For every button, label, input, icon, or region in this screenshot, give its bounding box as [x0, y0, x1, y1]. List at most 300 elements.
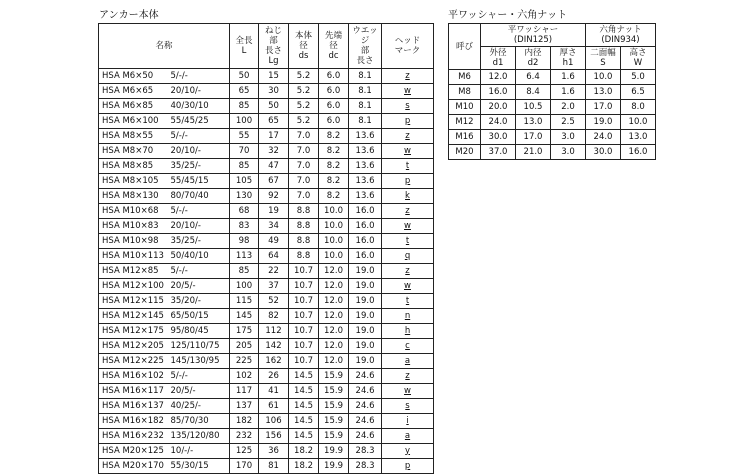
cell-length: 100	[230, 114, 259, 129]
cell-body-diameter: 14.5	[289, 369, 319, 384]
table-row	[99, 174, 434, 189]
table-row	[99, 384, 434, 399]
head-mark-letter: p	[404, 115, 411, 126]
cell-body-diameter: 10.7	[289, 309, 319, 324]
cell-head-mark	[382, 69, 434, 84]
cell-head-mark	[382, 219, 434, 234]
cell-length: 115	[230, 294, 259, 309]
cell-outer-diameter: 24.0	[481, 115, 516, 130]
table-row	[449, 100, 656, 115]
cell-length: 175	[230, 324, 259, 339]
cell-length: 50	[230, 69, 259, 84]
cell-size: M16	[449, 130, 481, 145]
cell-body-diameter: 7.0	[289, 159, 319, 174]
cell-thread-length: 65	[259, 114, 289, 129]
cell-name: HSA M20×125	[99, 444, 169, 459]
table-row	[99, 324, 434, 339]
col-header-outer-diameter: 外径 d1	[481, 47, 516, 70]
cell-size: M20	[449, 145, 481, 160]
washer-nut-table	[448, 23, 656, 160]
cell-thickness: 3.0	[551, 145, 586, 160]
cell-thread-length: 156	[259, 429, 289, 444]
cell-thread-length: 26	[259, 369, 289, 384]
head-mark-letter: t	[405, 235, 410, 246]
cell-body-diameter: 10.7	[289, 339, 319, 354]
col-header-thread-length: ねじ部 長さ Lg	[259, 24, 289, 69]
cell-width-across-flats: 17.0	[586, 100, 621, 115]
anchor-table-body	[99, 69, 434, 474]
cell-thread-length: 67	[259, 174, 289, 189]
cell-wedge-length: 8.1	[349, 99, 382, 114]
cell-tip-diameter: 6.0	[319, 99, 349, 114]
cell-length: 65	[230, 84, 259, 99]
cell-name: HSA M8×55	[99, 129, 169, 144]
cell-wedge-length: 8.1	[349, 84, 382, 99]
anchor-spec-table	[98, 23, 434, 474]
cell-head-mark	[382, 159, 434, 174]
col-header-length: 全長 L	[230, 24, 259, 69]
cell-stock: 35/25/-	[169, 159, 230, 174]
cell-name: HSA M12×145	[99, 309, 169, 324]
cell-wedge-length: 24.6	[349, 369, 382, 384]
cell-nut-height: 5.0	[621, 70, 656, 85]
head-mark-letter: s	[405, 400, 410, 411]
cell-inner-diameter: 17.0	[516, 130, 551, 145]
head-mark-letter: t	[405, 295, 410, 306]
cell-length: 170	[230, 459, 259, 474]
cell-nut-height: 8.0	[621, 100, 656, 115]
cell-length: 68	[230, 204, 259, 219]
cell-head-mark	[382, 399, 434, 414]
cell-name: HSA M12×85	[99, 264, 169, 279]
cell-body-diameter: 14.5	[289, 384, 319, 399]
head-mark-letter: y	[405, 445, 411, 456]
cell-inner-diameter: 10.5	[516, 100, 551, 115]
table-row	[99, 414, 434, 429]
cell-length: 83	[230, 219, 259, 234]
cell-head-mark	[382, 294, 434, 309]
col-header-name: 名称	[99, 24, 230, 69]
cell-tip-diameter: 6.0	[319, 114, 349, 129]
head-mark-letter: p	[404, 460, 411, 471]
cell-wedge-length: 16.0	[349, 234, 382, 249]
cell-thread-length: 49	[259, 234, 289, 249]
cell-head-mark	[382, 234, 434, 249]
cell-wedge-length: 28.3	[349, 459, 382, 474]
table-row	[99, 204, 434, 219]
cell-stock: 35/25/-	[169, 234, 230, 249]
cell-tip-diameter: 12.0	[319, 294, 349, 309]
table-row	[99, 129, 434, 144]
table-row	[99, 294, 434, 309]
cell-head-mark	[382, 114, 434, 129]
cell-stock: 95/80/45	[169, 324, 230, 339]
cell-body-diameter: 7.0	[289, 129, 319, 144]
cell-body-diameter: 5.2	[289, 99, 319, 114]
cell-head-mark	[382, 84, 434, 99]
cell-outer-diameter: 20.0	[481, 100, 516, 115]
cell-length: 125	[230, 444, 259, 459]
table-row	[99, 144, 434, 159]
head-mark-letter: k	[405, 190, 410, 201]
cell-length: 85	[230, 264, 259, 279]
cell-name: HSA M6×65	[99, 84, 169, 99]
cell-thread-length: 47	[259, 159, 289, 174]
cell-nut-height: 6.5	[621, 85, 656, 100]
cell-head-mark	[382, 429, 434, 444]
cell-tip-diameter: 8.2	[319, 159, 349, 174]
head-mark-letter: a	[404, 355, 411, 366]
cell-thread-length: 81	[259, 459, 289, 474]
cell-stock: 5/-/-	[169, 129, 230, 144]
cell-tip-diameter: 15.9	[319, 384, 349, 399]
cell-name: HSA M10×68	[99, 204, 169, 219]
head-mark-letter: s	[405, 100, 410, 111]
cell-name: HSA M16×137	[99, 399, 169, 414]
cell-inner-diameter: 6.4	[516, 70, 551, 85]
cell-head-mark	[382, 249, 434, 264]
cell-wedge-length: 19.0	[349, 294, 382, 309]
cell-thread-length: 92	[259, 189, 289, 204]
cell-tip-diameter: 12.0	[319, 279, 349, 294]
cell-tip-diameter: 15.9	[319, 369, 349, 384]
cell-wedge-length: 13.6	[349, 189, 382, 204]
table-row	[99, 369, 434, 384]
cell-width-across-flats: 24.0	[586, 130, 621, 145]
cell-thread-length: 61	[259, 399, 289, 414]
cell-length: 98	[230, 234, 259, 249]
cell-length: 100	[230, 279, 259, 294]
cell-length: 145	[230, 309, 259, 324]
cell-tip-diameter: 10.0	[319, 249, 349, 264]
cell-body-diameter: 7.0	[289, 174, 319, 189]
cell-length: 70	[230, 144, 259, 159]
cell-width-across-flats: 30.0	[586, 145, 621, 160]
cell-stock: 40/30/10	[169, 99, 230, 114]
cell-outer-diameter: 12.0	[481, 70, 516, 85]
cell-wedge-length: 19.0	[349, 324, 382, 339]
table-row	[449, 70, 656, 85]
cell-body-diameter: 8.8	[289, 234, 319, 249]
cell-stock: 40/25/-	[169, 399, 230, 414]
cell-wedge-length: 19.0	[349, 309, 382, 324]
cell-body-diameter: 8.8	[289, 204, 319, 219]
head-mark-letter: q	[404, 250, 411, 261]
cell-nut-height: 13.0	[621, 130, 656, 145]
cell-wedge-length: 13.6	[349, 159, 382, 174]
cell-wedge-length: 8.1	[349, 114, 382, 129]
cell-stock: 65/50/15	[169, 309, 230, 324]
cell-head-mark	[382, 384, 434, 399]
cell-stock: 5/-/-	[169, 204, 230, 219]
col-header-head-mark: ヘッド マーク	[382, 24, 434, 69]
cell-length: 102	[230, 369, 259, 384]
col-header-inner-diameter: 内径 d2	[516, 47, 551, 70]
cell-name: HSA M16×182	[99, 414, 169, 429]
cell-thickness: 3.0	[551, 130, 586, 145]
cell-body-diameter: 5.2	[289, 114, 319, 129]
table-row	[449, 115, 656, 130]
cell-length: 105	[230, 174, 259, 189]
cell-tip-diameter: 15.9	[319, 429, 349, 444]
head-mark-letter: w	[404, 280, 411, 291]
cell-name: HSA M10×83	[99, 219, 169, 234]
cell-body-diameter: 18.2	[289, 444, 319, 459]
head-mark-letter: z	[405, 265, 410, 276]
cell-wedge-length: 24.6	[349, 384, 382, 399]
cell-stock: 5/-/-	[169, 369, 230, 384]
cell-body-diameter: 8.8	[289, 249, 319, 264]
head-mark-letter: i	[406, 415, 409, 426]
table-row	[99, 249, 434, 264]
table-row	[99, 354, 434, 369]
cell-wedge-length: 24.6	[349, 429, 382, 444]
cell-thickness: 2.0	[551, 100, 586, 115]
cell-wedge-length: 13.6	[349, 129, 382, 144]
head-mark-letter: z	[405, 70, 410, 81]
cell-head-mark	[382, 339, 434, 354]
head-mark-letter: w	[404, 220, 411, 231]
cell-stock: 20/10/-	[169, 219, 230, 234]
cell-stock: 20/5/-	[169, 279, 230, 294]
table-row	[99, 444, 434, 459]
head-mark-letter: w	[404, 85, 411, 96]
cell-tip-diameter: 10.0	[319, 219, 349, 234]
cell-length: 205	[230, 339, 259, 354]
cell-size: M8	[449, 85, 481, 100]
cell-body-diameter: 7.0	[289, 144, 319, 159]
cell-tip-diameter: 12.0	[319, 309, 349, 324]
cell-wedge-length: 19.0	[349, 339, 382, 354]
cell-stock: 20/10/-	[169, 84, 230, 99]
cell-wedge-length: 8.1	[349, 69, 382, 84]
cell-thread-length: 36	[259, 444, 289, 459]
cell-tip-diameter: 12.0	[319, 354, 349, 369]
cell-inner-diameter: 13.0	[516, 115, 551, 130]
cell-wedge-length: 24.6	[349, 399, 382, 414]
cell-length: 232	[230, 429, 259, 444]
cell-stock: 10/-/-	[169, 444, 230, 459]
cell-thread-length: 34	[259, 219, 289, 234]
cell-wedge-length: 16.0	[349, 219, 382, 234]
cell-length: 137	[230, 399, 259, 414]
table-row	[99, 234, 434, 249]
cell-tip-diameter: 19.9	[319, 444, 349, 459]
head-mark-letter: w	[404, 145, 411, 156]
cell-nut-height: 16.0	[621, 145, 656, 160]
head-mark-letter: c	[405, 340, 410, 351]
cell-size: M12	[449, 115, 481, 130]
col-header-hex-nut: 六角ナット (DIN934)	[586, 24, 656, 47]
cell-body-diameter: 14.5	[289, 429, 319, 444]
cell-wedge-length: 19.0	[349, 264, 382, 279]
cell-length: 113	[230, 249, 259, 264]
cell-head-mark	[382, 459, 434, 474]
table-row	[99, 114, 434, 129]
cell-tip-diameter: 6.0	[319, 69, 349, 84]
cell-stock: 55/45/25	[169, 114, 230, 129]
col-header-wedge-length: ウエッジ 部 長さ	[349, 24, 382, 69]
cell-head-mark	[382, 144, 434, 159]
cell-thread-length: 106	[259, 414, 289, 429]
cell-wedge-length: 19.0	[349, 354, 382, 369]
cell-stock: 80/70/40	[169, 189, 230, 204]
head-mark-letter: z	[405, 370, 410, 381]
cell-name: HSA M16×232	[99, 429, 169, 444]
cell-tip-diameter: 8.2	[319, 144, 349, 159]
cell-thread-length: 19	[259, 204, 289, 219]
cell-name: HSA M20×170	[99, 459, 169, 474]
table-row	[99, 309, 434, 324]
table-row	[99, 339, 434, 354]
cell-tip-diameter: 12.0	[319, 324, 349, 339]
cell-thread-length: 30	[259, 84, 289, 99]
cell-wedge-length: 16.0	[349, 249, 382, 264]
cell-stock: 125/110/75	[169, 339, 230, 354]
cell-name: HSA M6×50	[99, 69, 169, 84]
cell-width-across-flats: 10.0	[586, 70, 621, 85]
cell-stock: 5/-/-	[169, 69, 230, 84]
table-row	[99, 399, 434, 414]
cell-stock: 20/5/-	[169, 384, 230, 399]
cell-head-mark	[382, 264, 434, 279]
cell-name: HSA M10×98	[99, 234, 169, 249]
cell-head-mark	[382, 189, 434, 204]
cell-stock: 55/30/15	[169, 459, 230, 474]
col-header-body-diameter: 本体径 ds	[289, 24, 319, 69]
head-mark-letter: w	[404, 385, 411, 396]
head-mark-letter: z	[405, 205, 410, 216]
cell-length: 225	[230, 354, 259, 369]
cell-thread-length: 22	[259, 264, 289, 279]
cell-stock: 135/120/80	[169, 429, 230, 444]
cell-outer-diameter: 37.0	[481, 145, 516, 160]
cell-body-diameter: 5.2	[289, 69, 319, 84]
cell-head-mark	[382, 444, 434, 459]
table-row	[99, 429, 434, 444]
cell-head-mark	[382, 369, 434, 384]
col-header-flat-washer: 平ワッシャー (DIN125)	[481, 24, 586, 47]
head-mark-letter: t	[405, 160, 410, 171]
cell-name: HSA M12×115	[99, 294, 169, 309]
cell-thread-length: 37	[259, 279, 289, 294]
cell-tip-diameter: 8.2	[319, 174, 349, 189]
cell-wedge-length: 19.0	[349, 279, 382, 294]
cell-thread-length: 15	[259, 69, 289, 84]
cell-wedge-length: 28.3	[349, 444, 382, 459]
washer-table-body	[449, 70, 656, 160]
cell-tip-diameter: 8.2	[319, 129, 349, 144]
col-header-width-across-flats: 二面幅 S	[586, 47, 621, 70]
head-mark-letter: p	[404, 175, 411, 186]
col-header-call-size: 呼び	[449, 24, 481, 70]
cell-name: HSA M16×102	[99, 369, 169, 384]
cell-thread-length: 162	[259, 354, 289, 369]
cell-stock: 85/70/30	[169, 414, 230, 429]
cell-inner-diameter: 8.4	[516, 85, 551, 100]
cell-stock: 145/130/95	[169, 354, 230, 369]
table-row	[99, 99, 434, 114]
cell-wedge-length: 13.6	[349, 174, 382, 189]
cell-body-diameter: 18.2	[289, 459, 319, 474]
cell-body-diameter: 14.5	[289, 414, 319, 429]
table-row	[99, 189, 434, 204]
cell-width-across-flats: 19.0	[586, 115, 621, 130]
table-row	[99, 69, 434, 84]
cell-thickness: 2.5	[551, 115, 586, 130]
cell-name: HSA M6×85	[99, 99, 169, 114]
cell-tip-diameter: 6.0	[319, 84, 349, 99]
cell-body-diameter: 14.5	[289, 399, 319, 414]
cell-head-mark	[382, 279, 434, 294]
col-header-nut-height: 高さ W	[621, 47, 656, 70]
cell-thread-length: 64	[259, 249, 289, 264]
cell-body-diameter: 8.8	[289, 219, 319, 234]
cell-wedge-length: 24.6	[349, 414, 382, 429]
table-row	[449, 85, 656, 100]
cell-thread-length: 17	[259, 129, 289, 144]
cell-name: HSA M12×225	[99, 354, 169, 369]
cell-head-mark	[382, 129, 434, 144]
cell-name: HSA M12×205	[99, 339, 169, 354]
head-mark-letter: a	[404, 430, 411, 441]
cell-name: HSA M10×113	[99, 249, 169, 264]
cell-outer-diameter: 16.0	[481, 85, 516, 100]
table-row	[99, 459, 434, 474]
cell-stock: 35/20/-	[169, 294, 230, 309]
cell-length: 130	[230, 189, 259, 204]
cell-head-mark	[382, 309, 434, 324]
cell-head-mark	[382, 324, 434, 339]
cell-body-diameter: 10.7	[289, 354, 319, 369]
table-row	[99, 84, 434, 99]
cell-tip-diameter: 15.9	[319, 399, 349, 414]
table-row	[99, 279, 434, 294]
cell-name: HSA M8×85	[99, 159, 169, 174]
cell-length: 85	[230, 159, 259, 174]
cell-head-mark	[382, 414, 434, 429]
cell-tip-diameter: 19.9	[319, 459, 349, 474]
cell-body-diameter: 10.7	[289, 279, 319, 294]
cell-head-mark	[382, 99, 434, 114]
cell-wedge-length: 16.0	[349, 204, 382, 219]
cell-name: HSA M8×105	[99, 174, 169, 189]
cell-width-across-flats: 13.0	[586, 85, 621, 100]
table-row	[99, 264, 434, 279]
table-row	[99, 219, 434, 234]
cell-tip-diameter: 8.2	[319, 189, 349, 204]
cell-thread-length: 32	[259, 144, 289, 159]
cell-name: HSA M8×130	[99, 189, 169, 204]
cell-size: M6	[449, 70, 481, 85]
col-header-tip-diameter: 先端径 dc	[319, 24, 349, 69]
washer-section-title: 平ワッシャー・六角ナット	[448, 10, 568, 21]
cell-nut-height: 10.0	[621, 115, 656, 130]
cell-thickness: 1.6	[551, 70, 586, 85]
cell-tip-diameter: 10.0	[319, 234, 349, 249]
cell-stock: 20/10/-	[169, 144, 230, 159]
cell-tip-diameter: 12.0	[319, 339, 349, 354]
cell-body-diameter: 10.7	[289, 264, 319, 279]
cell-length: 85	[230, 99, 259, 114]
cell-tip-diameter: 12.0	[319, 264, 349, 279]
cell-body-diameter: 10.7	[289, 324, 319, 339]
cell-name: HSA M6×100	[99, 114, 169, 129]
table-row	[449, 130, 656, 145]
cell-name: HSA M12×100	[99, 279, 169, 294]
table-row	[99, 159, 434, 174]
cell-body-diameter: 10.7	[289, 294, 319, 309]
